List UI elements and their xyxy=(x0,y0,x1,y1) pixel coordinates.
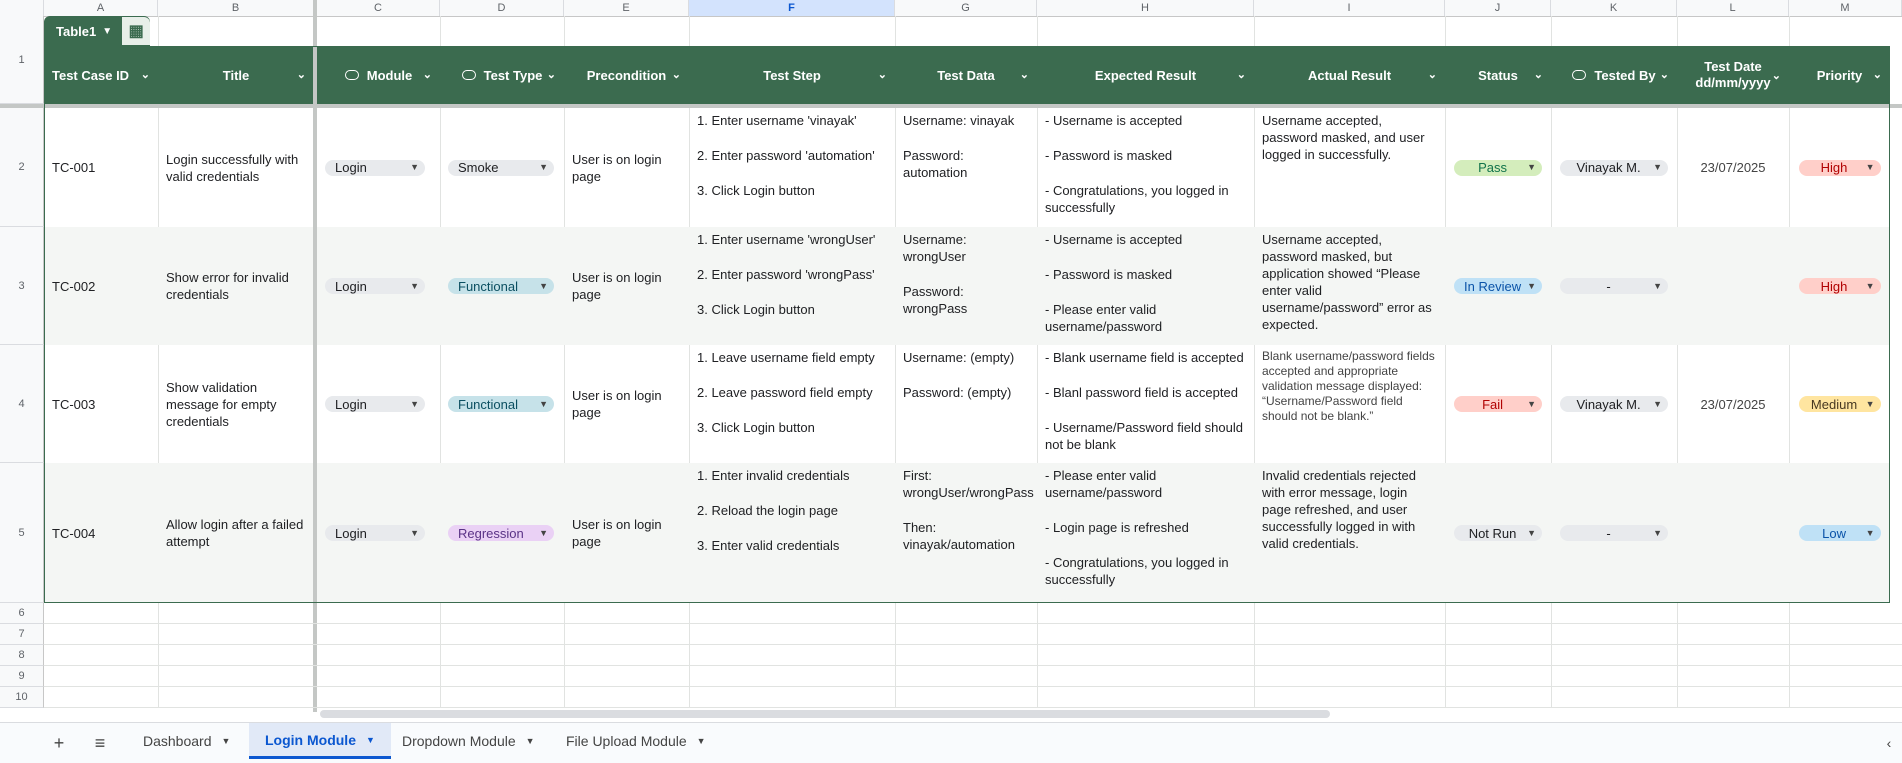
cell-tested-by[interactable] xyxy=(1551,108,1677,227)
cell-test-type[interactable] xyxy=(440,227,564,345)
chevron-down-icon[interactable]: ▼ xyxy=(1865,527,1875,538)
cell-precondition[interactable] xyxy=(564,345,689,463)
chip-label: Functional xyxy=(458,278,518,294)
cell-module[interactable] xyxy=(317,108,440,227)
test-case-id: TC-002 xyxy=(52,278,96,294)
header-label: Actual Result xyxy=(1307,67,1392,83)
expected-result-line: - Blanl password field is accepted xyxy=(1045,385,1238,400)
header-test-date[interactable] xyxy=(1677,46,1789,104)
chevron-down-icon[interactable]: ⌄ xyxy=(1019,69,1029,81)
sheet-tab-dashboard[interactable] xyxy=(127,723,246,759)
cell-test-case-id[interactable] xyxy=(44,108,158,227)
cell-status[interactable] xyxy=(1445,227,1551,345)
horizontal-scrollbar[interactable] xyxy=(320,710,1330,718)
chevron-down-icon[interactable]: ▼ xyxy=(696,736,706,746)
test-data-line: Username: (empty) xyxy=(903,350,1015,365)
test-case-id: TC-003 xyxy=(52,396,96,412)
header-test-type[interactable] xyxy=(440,46,564,104)
row-header-9[interactable]: 9 xyxy=(0,666,44,687)
select-all-corner[interactable] xyxy=(0,0,44,16)
chevron-down-icon[interactable]: ▼ xyxy=(1527,280,1536,291)
chevron-down-icon[interactable]: ▼ xyxy=(1527,398,1536,409)
expected-result-line: - Username/Password field should not be blank xyxy=(1045,420,1243,452)
table-row xyxy=(44,345,1890,463)
cell-test-data[interactable] xyxy=(895,108,1037,227)
cell-priority[interactable] xyxy=(1789,345,1890,463)
cell-test-data[interactable] xyxy=(895,463,1037,603)
module-dropdown[interactable] xyxy=(325,525,425,541)
test-case-id: TC-001 xyxy=(52,160,96,175)
cell-test-type[interactable] xyxy=(440,345,564,463)
table-row xyxy=(44,463,1890,603)
cell-tested-by[interactable] xyxy=(1551,345,1677,463)
header-precondition[interactable] xyxy=(564,46,689,104)
chip-label: Regression xyxy=(458,525,524,541)
cell-module[interactable] xyxy=(317,345,440,463)
test-step-line: 2. Enter password 'wrongPass' xyxy=(697,267,875,282)
header-label-format: dd/mm/yyyy xyxy=(1695,75,1771,90)
cell-expected-result[interactable] xyxy=(1037,345,1254,463)
chip-label: Fail xyxy=(1482,396,1504,412)
test-step-line: 1. Enter username 'wrongUser' xyxy=(697,232,876,247)
chip-label: High xyxy=(1820,278,1848,294)
cell-title[interactable] xyxy=(158,463,314,603)
cell-test-step[interactable] xyxy=(689,463,895,603)
chevron-down-icon[interactable]: ▼ xyxy=(1865,398,1875,409)
row-header-3[interactable]: 3 xyxy=(0,227,44,345)
test-data-line: Then: vinayak/automation xyxy=(903,520,1016,552)
chip-label: - xyxy=(1606,525,1611,541)
header-status[interactable] xyxy=(1445,46,1551,104)
test-step-line: 1. Enter invalid credentials xyxy=(697,468,850,483)
expected-result-line: - Please enter valid username/password xyxy=(1045,302,1163,334)
chip-label: Smoke xyxy=(458,160,499,175)
chip-label: Functional xyxy=(458,396,518,412)
column-header-bar xyxy=(0,0,1902,17)
cell-test-date[interactable] xyxy=(1677,227,1789,345)
header-expected-result[interactable] xyxy=(1037,46,1254,104)
cell-expected-result[interactable] xyxy=(1037,463,1254,603)
chevron-down-icon[interactable]: ⌄ xyxy=(877,69,887,81)
cell-actual-result[interactable] xyxy=(1254,108,1445,227)
cell-title[interactable] xyxy=(158,227,314,345)
header-test-case-id[interactable] xyxy=(44,46,158,104)
status-dropdown[interactable] xyxy=(1454,525,1542,541)
title-text: Login successfully with valid credentials xyxy=(166,151,299,184)
expected-result-line: - Password is masked xyxy=(1045,148,1173,163)
cell-precondition[interactable] xyxy=(564,227,689,345)
column-header-g[interactable]: G xyxy=(895,0,1037,16)
chevron-down-icon[interactable]: ▼ xyxy=(1527,162,1536,172)
chevron-down-icon[interactable]: ▼ xyxy=(539,398,548,409)
empty-row[interactable] xyxy=(44,645,1902,666)
header-label: Tested By xyxy=(1594,67,1656,83)
chevron-down-icon[interactable]: ⌄ xyxy=(140,69,150,81)
chip-label: Medium xyxy=(1810,396,1858,412)
status-dropdown[interactable] xyxy=(1454,396,1542,412)
chevron-down-icon[interactable]: ▼ xyxy=(1865,162,1875,172)
chip-label: Vinayak M. xyxy=(1576,160,1641,175)
test-step-line: 3. Enter valid credentials xyxy=(697,538,840,553)
cell-precondition[interactable] xyxy=(564,463,689,603)
header-label: Precondition xyxy=(586,67,667,83)
cell-expected-result[interactable] xyxy=(1037,108,1254,227)
header-label: Status xyxy=(1478,67,1518,83)
chevron-down-icon[interactable]: ▼ xyxy=(1653,280,1662,291)
sheet-tab-login-module[interactable] xyxy=(249,723,391,759)
column-header-e[interactable]: E xyxy=(564,0,689,16)
test-step-line: 2. Reload the login page xyxy=(697,503,838,518)
all-sheets-menu-icon[interactable]: ≡ xyxy=(94,732,106,753)
row-header-1[interactable]: 1 xyxy=(0,16,44,104)
expected-result-line: - Password is masked xyxy=(1045,267,1173,282)
sheet-tab-label: Login Module xyxy=(265,731,356,748)
column-header-i[interactable]: I xyxy=(1254,0,1445,16)
test-step-line: 3. Click Login button xyxy=(697,183,815,198)
empty-row[interactable] xyxy=(44,666,1902,687)
test-type-dropdown[interactable] xyxy=(448,278,554,294)
row-header-2[interactable]: 2 xyxy=(0,108,44,227)
table-row xyxy=(44,108,1890,227)
cell-priority[interactable] xyxy=(1789,227,1890,345)
cell-precondition[interactable] xyxy=(564,108,689,227)
dropdown-chip-icon xyxy=(345,70,359,80)
chevron-down-icon[interactable]: ⌄ xyxy=(422,69,432,81)
cell-test-type[interactable] xyxy=(440,108,564,227)
module-dropdown[interactable] xyxy=(325,278,425,294)
chevron-down-icon[interactable]: ▼ xyxy=(539,280,548,291)
chevron-down-icon[interactable]: ▼ xyxy=(365,734,375,745)
row-header-4[interactable]: 4 xyxy=(0,345,44,463)
table-tools-icon[interactable]: ▦ xyxy=(122,17,150,45)
header-tested-by[interactable] xyxy=(1551,46,1677,104)
row-header-5[interactable]: 5 xyxy=(0,463,44,603)
priority-dropdown[interactable] xyxy=(1799,396,1881,412)
chevron-left-icon[interactable]: ‹ xyxy=(1886,735,1892,751)
actual-result-text: Invalid credentials rejected with error message, login page refreshed, and user successfully logged in with valid credentials. xyxy=(1262,468,1416,551)
chip-label: Login xyxy=(335,160,367,175)
cell-status[interactable] xyxy=(1445,345,1551,463)
header-actual-result[interactable] xyxy=(1254,46,1445,104)
column-header-l[interactable]: L xyxy=(1677,0,1789,16)
actual-result-text: Username accepted, password masked, but application showed “Please enter valid username/password” error as expected. xyxy=(1262,232,1432,332)
chevron-down-icon[interactable]: ▼ xyxy=(410,527,419,538)
empty-row[interactable] xyxy=(44,687,1902,708)
actual-result-text: Blank username/password fields accepted and appropriate validation message displayed: “Username/Password field should not be blank.” xyxy=(1262,349,1435,423)
chevron-down-icon[interactable]: ▼ xyxy=(410,280,419,291)
cell-module[interactable] xyxy=(317,463,440,603)
precondition-text: User is on login page xyxy=(572,517,662,549)
chevron-down-icon[interactable]: ⌄ xyxy=(1533,69,1543,81)
chevron-down-icon[interactable]: ▼ xyxy=(1527,527,1536,538)
cell-priority[interactable] xyxy=(1789,463,1890,603)
header-label: Priority xyxy=(1816,67,1863,83)
cell-test-date[interactable] xyxy=(1677,108,1789,227)
table-row xyxy=(44,227,1890,345)
cell-actual-result[interactable] xyxy=(1254,345,1445,463)
cell-test-date[interactable] xyxy=(1677,463,1789,603)
row-header-10[interactable]: 10 xyxy=(0,687,44,708)
cell-test-case-id[interactable] xyxy=(44,227,158,345)
test-type-dropdown[interactable] xyxy=(448,525,554,541)
column-header-c[interactable]: C xyxy=(317,0,440,16)
chip-label: Login xyxy=(335,396,367,412)
title-text: Show validation message for empty credentials xyxy=(166,379,277,429)
sheet-tabs-bar xyxy=(0,722,1902,763)
chevron-down-icon: ▼ xyxy=(102,25,113,37)
chip-label: - xyxy=(1606,278,1611,294)
cell-status[interactable] xyxy=(1445,108,1551,227)
cell-test-step[interactable] xyxy=(689,108,895,227)
test-step-line: 2. Leave password field empty xyxy=(697,385,873,400)
cell-priority[interactable] xyxy=(1789,108,1890,227)
row-header-8[interactable]: 8 xyxy=(0,645,44,666)
chevron-down-icon[interactable]: ⌄ xyxy=(1872,69,1882,81)
sheet-tab-label: Dashboard xyxy=(143,733,212,749)
cell-test-case-id[interactable] xyxy=(44,463,158,603)
chevron-down-icon[interactable]: ▼ xyxy=(525,736,535,746)
sheet-tab-label: File Upload Module xyxy=(566,733,687,749)
chip-label: Login xyxy=(335,278,367,294)
cell-test-date[interactable] xyxy=(1677,345,1789,463)
chip-label: Pass xyxy=(1478,160,1507,175)
empty-row[interactable] xyxy=(44,624,1902,645)
cell-module[interactable] xyxy=(317,227,440,345)
test-type-dropdown[interactable] xyxy=(448,396,554,412)
expected-result-line: - Please enter valid username/password xyxy=(1045,468,1163,500)
cell-tested-by[interactable] xyxy=(1551,463,1677,603)
actual-result-text: Username accepted, password masked, and user logged in successfully. xyxy=(1262,113,1425,162)
tested-by-dropdown[interactable] xyxy=(1560,278,1668,294)
header-label: Test Case ID xyxy=(52,67,130,83)
sheet-tab-file-upload-module[interactable] xyxy=(550,723,722,759)
expected-result-line: - Congratulations, you logged in successfully xyxy=(1045,183,1229,215)
expected-result-line: - Login page is refreshed xyxy=(1045,520,1189,535)
cell-tested-by[interactable] xyxy=(1551,227,1677,345)
title-text: Allow login after a failed attempt xyxy=(166,517,304,549)
chevron-down-icon[interactable]: ▼ xyxy=(1653,398,1662,409)
cell-title[interactable] xyxy=(158,108,314,227)
chevron-down-icon[interactable]: ⌄ xyxy=(1236,69,1246,81)
header-label: Expected Result xyxy=(1094,67,1197,83)
table-name: Table1 xyxy=(56,23,97,39)
precondition-text: User is on login page xyxy=(572,151,662,184)
test-data-line: Password: automation xyxy=(903,148,968,180)
module-dropdown[interactable] xyxy=(325,396,425,412)
column-header-j[interactable]: J xyxy=(1445,0,1551,16)
tested-by-dropdown[interactable] xyxy=(1560,160,1668,176)
cell-test-type[interactable] xyxy=(440,463,564,603)
priority-dropdown[interactable] xyxy=(1799,525,1881,541)
test-step-line: 1. Enter username 'vinayak' xyxy=(697,113,857,128)
header-label: Test Data xyxy=(937,67,995,83)
chevron-down-icon[interactable]: ▼ xyxy=(1653,527,1662,538)
chevron-down-icon[interactable]: ▼ xyxy=(539,527,548,538)
test-data-line: Username: vinayak xyxy=(903,113,1015,128)
header-priority[interactable] xyxy=(1789,46,1890,104)
chip-label: Low xyxy=(1822,525,1846,541)
column-header-f[interactable]: F xyxy=(689,0,895,16)
header-test-data[interactable] xyxy=(895,46,1037,104)
test-date: 23/07/2025 xyxy=(1700,160,1766,175)
column-header-m[interactable]: M xyxy=(1789,0,1902,16)
header-label: Test Type xyxy=(483,67,543,83)
row-header-7[interactable]: 7 xyxy=(0,624,44,645)
header-label: Module xyxy=(366,67,413,83)
table-name-chip[interactable] xyxy=(44,16,150,46)
test-step-line: 3. Click Login button xyxy=(697,302,815,317)
test-step-line: 3. Click Login button xyxy=(697,420,815,435)
chevron-down-icon[interactable]: ⌄ xyxy=(671,69,681,81)
chevron-down-icon[interactable]: ⌄ xyxy=(1427,69,1437,81)
column-header-k[interactable]: K xyxy=(1551,0,1677,16)
module-dropdown[interactable] xyxy=(325,160,425,176)
cell-test-data[interactable] xyxy=(895,345,1037,463)
test-step-line: 2. Enter password 'automation' xyxy=(697,148,875,163)
test-data-line: First: wrongUser/wrongPass xyxy=(903,468,1034,500)
chip-label: Not Run xyxy=(1468,525,1517,541)
test-data-line: Password: (empty) xyxy=(903,385,1012,400)
test-data-line: Password: wrongPass xyxy=(903,284,968,316)
cell-test-data[interactable] xyxy=(895,227,1037,345)
chevron-down-icon[interactable]: ▼ xyxy=(539,162,548,172)
row-header-6[interactable]: 6 xyxy=(0,603,44,624)
header-label: Title xyxy=(222,67,250,83)
chip-label: Login xyxy=(335,525,367,541)
header-title[interactable] xyxy=(158,46,314,104)
cell-test-step[interactable] xyxy=(689,345,895,463)
tested-by-dropdown[interactable] xyxy=(1560,525,1668,541)
expected-result-line: - Congratulations, you logged in successfully xyxy=(1045,555,1229,587)
expected-result-line: - Username is accepted xyxy=(1045,113,1183,128)
table-header-row xyxy=(44,46,1890,104)
chip-label: In Review xyxy=(1464,278,1522,294)
test-data-line: Username: wrongUser xyxy=(903,232,967,264)
title-text: Show error for invalid credentials xyxy=(166,270,289,302)
priority-dropdown[interactable] xyxy=(1799,160,1881,176)
empty-row[interactable] xyxy=(44,603,1902,624)
test-type-dropdown[interactable] xyxy=(448,160,554,176)
chip-label: Vinayak M. xyxy=(1576,396,1641,412)
status-dropdown[interactable] xyxy=(1454,278,1542,294)
chevron-down-icon[interactable]: ⌄ xyxy=(546,69,556,81)
test-case-id: TC-004 xyxy=(52,525,96,541)
chevron-down-icon[interactable]: ▼ xyxy=(1865,280,1875,291)
header-module[interactable] xyxy=(317,46,440,104)
column-header-h[interactable]: H xyxy=(1037,0,1254,16)
priority-dropdown[interactable] xyxy=(1799,278,1881,294)
cell-expected-result[interactable] xyxy=(1037,227,1254,345)
cell-test-step[interactable] xyxy=(689,227,895,345)
header-label: Test Date xyxy=(1704,59,1762,74)
chevron-down-icon[interactable]: ▼ xyxy=(410,162,419,172)
test-step-line: 1. Leave username field empty xyxy=(697,350,875,365)
chip-label: High xyxy=(1820,160,1848,175)
tested-by-dropdown[interactable] xyxy=(1560,396,1668,412)
test-date: 23/07/2025 xyxy=(1700,396,1766,412)
precondition-text: User is on login page xyxy=(572,388,662,420)
chevron-down-icon[interactable]: ⌄ xyxy=(296,69,306,81)
status-dropdown[interactable] xyxy=(1454,160,1542,176)
chevron-down-icon[interactable]: ⌄ xyxy=(1659,69,1669,81)
cell-test-case-id[interactable] xyxy=(44,345,158,463)
cell-status[interactable] xyxy=(1445,463,1551,603)
add-sheet-icon[interactable]: + xyxy=(53,732,65,753)
sheet-tab-label: Dropdown Module xyxy=(402,733,516,749)
cell-title[interactable] xyxy=(158,345,314,463)
header-test-step[interactable] xyxy=(689,46,895,104)
chevron-down-icon[interactable]: ▼ xyxy=(1653,162,1662,172)
column-header-d[interactable]: D xyxy=(440,0,564,16)
precondition-text: User is on login page xyxy=(572,270,662,302)
sheet-tab-dropdown-module[interactable] xyxy=(386,723,551,759)
chevron-down-icon[interactable]: ▼ xyxy=(221,736,231,746)
dropdown-chip-icon xyxy=(1572,70,1586,80)
cell-actual-result[interactable] xyxy=(1254,227,1445,345)
column-header-a[interactable]: A xyxy=(44,0,158,16)
chevron-down-icon[interactable]: ▼ xyxy=(410,398,419,409)
expected-result-line: - Blank username field is accepted xyxy=(1045,350,1244,365)
dropdown-chip-icon xyxy=(462,70,476,80)
column-header-b[interactable]: B xyxy=(158,0,314,16)
chevron-down-icon[interactable]: ⌄ xyxy=(1771,70,1781,82)
header-label: Test Step xyxy=(763,67,821,83)
cell-actual-result[interactable] xyxy=(1254,463,1445,603)
expected-result-line: - Username is accepted xyxy=(1045,232,1183,247)
